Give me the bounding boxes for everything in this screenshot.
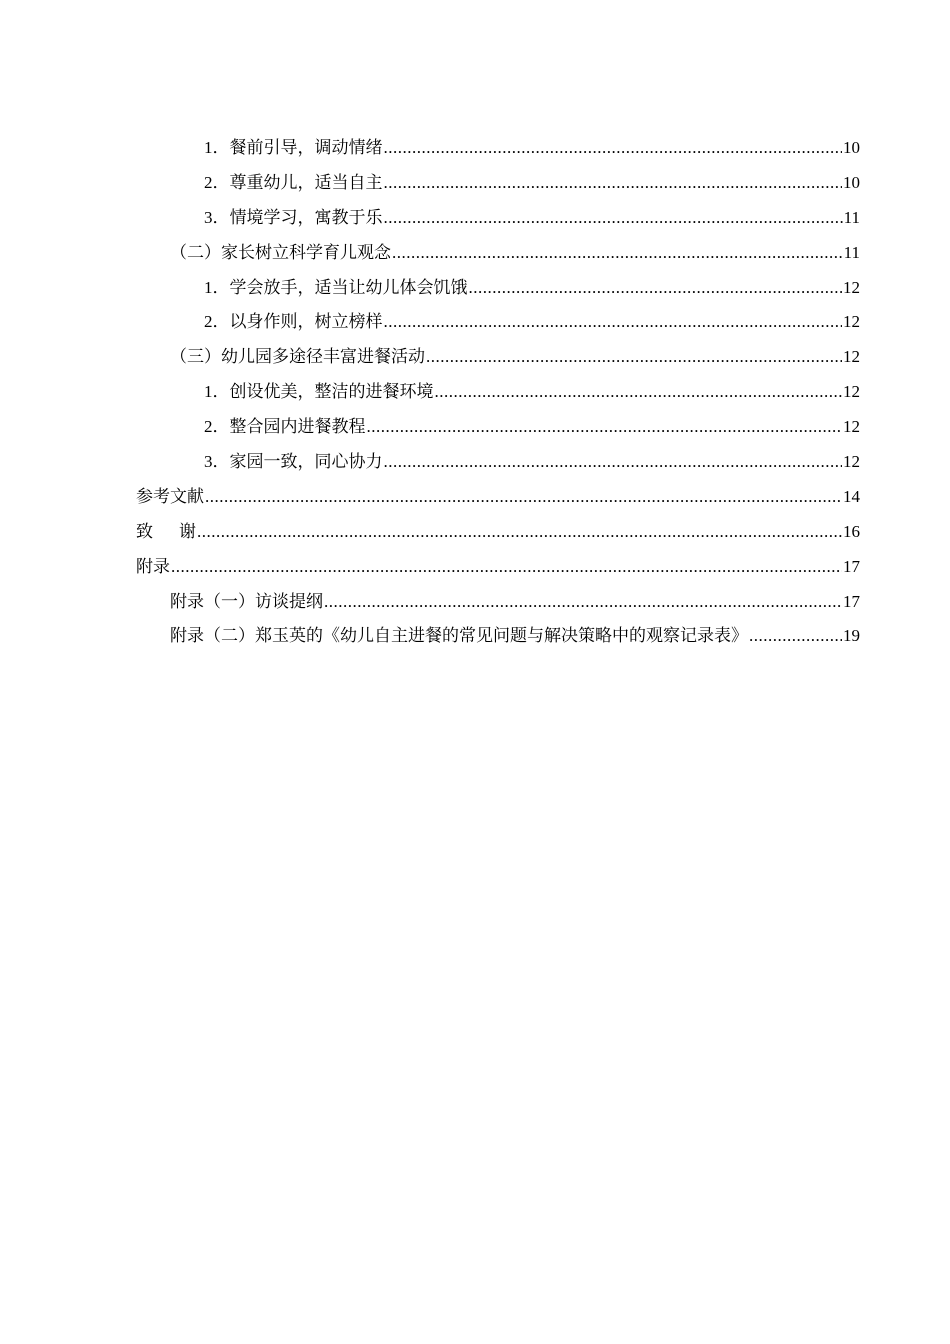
toc-entry[interactable] <box>136 236 860 271</box>
toc-entry[interactable] <box>136 410 860 445</box>
table-of-contents <box>136 131 860 654</box>
toc-dot-leader <box>367 410 843 445</box>
toc-page-number: 11 <box>843 207 860 227</box>
toc-entry-title: 附录（一）访谈提纲 <box>170 591 323 612</box>
toc-entry[interactable] <box>136 445 860 480</box>
toc-page-number: 12 <box>843 347 860 367</box>
toc-entry-title: 1．餐前引导，调动情绪 <box>204 138 383 158</box>
toc-entry[interactable] <box>136 271 860 306</box>
toc-page-number: 12 <box>843 452 860 472</box>
toc-entry-title: 附录 <box>136 556 170 577</box>
toc-page-number: 17 <box>843 591 860 611</box>
toc-entry-title: 2．整合园内进餐教程 <box>204 417 366 438</box>
toc-page-number: 19 <box>843 626 860 646</box>
toc-page-number: 12 <box>843 417 860 437</box>
toc-entry[interactable] <box>136 201 860 236</box>
toc-page-number: 14 <box>843 486 860 506</box>
toc-page-number: 10 <box>843 172 860 192</box>
toc-entry-title: （三）幼儿园多途径丰富进餐活动 <box>170 347 425 368</box>
toc-entry[interactable] <box>136 619 860 654</box>
toc-dot-leader <box>324 585 842 620</box>
toc-entry[interactable] <box>136 166 860 201</box>
toc-entry[interactable] <box>136 131 860 166</box>
toc-dot-leader <box>435 375 843 410</box>
toc-page-number: 17 <box>843 556 860 576</box>
toc-dot-leader <box>197 515 842 550</box>
toc-entry-title: 2．尊重幼儿，适当自主 <box>204 172 383 193</box>
toc-dot-leader <box>469 271 843 306</box>
toc-entry-title: 1．学会放手，适当让幼儿体会饥饿 <box>204 277 468 298</box>
toc-dot-leader <box>205 480 842 515</box>
toc-entry-title: 附录（二）郑玉英的《幼儿自主进餐的常见问题与解决策略中的观察记录表》 <box>170 626 748 647</box>
toc-dot-leader <box>384 445 843 480</box>
toc-entry[interactable] <box>136 480 860 515</box>
toc-entry[interactable] <box>136 585 860 620</box>
toc-page-number: 12 <box>843 312 860 332</box>
toc-entry-title: 致 谢 <box>136 521 196 542</box>
toc-entry-title: （二）家长树立科学育儿观念 <box>170 242 391 263</box>
toc-dot-leader <box>171 550 842 585</box>
toc-page-number: 16 <box>843 521 860 541</box>
toc-entry[interactable] <box>136 515 860 550</box>
toc-dot-leader <box>384 305 843 340</box>
toc-entry-title: 2．以身作则，树立榜样 <box>204 312 383 333</box>
toc-dot-leader <box>426 340 842 375</box>
toc-entry[interactable] <box>136 340 860 375</box>
toc-dot-leader <box>384 166 843 201</box>
toc-dot-leader <box>384 201 843 236</box>
toc-entry-title: 1．创设优美，整洁的进餐环境 <box>204 382 434 403</box>
toc-dot-leader <box>749 619 842 654</box>
toc-page-number: 10 <box>843 138 860 157</box>
toc-entry[interactable] <box>136 375 860 410</box>
toc-entry-title: 参考文献 <box>136 486 204 507</box>
toc-entry-title: 3．情境学习，寓教于乐 <box>204 207 383 228</box>
toc-page-number: 11 <box>843 242 860 262</box>
toc-entry-title: 3．家园一致，同心协力 <box>204 452 383 473</box>
toc-page-number: 12 <box>843 382 860 402</box>
toc-entry[interactable] <box>136 305 860 340</box>
toc-entry[interactable] <box>136 550 860 585</box>
toc-page-number: 12 <box>843 277 860 297</box>
toc-dot-leader <box>392 236 843 271</box>
toc-dot-leader <box>384 131 843 166</box>
